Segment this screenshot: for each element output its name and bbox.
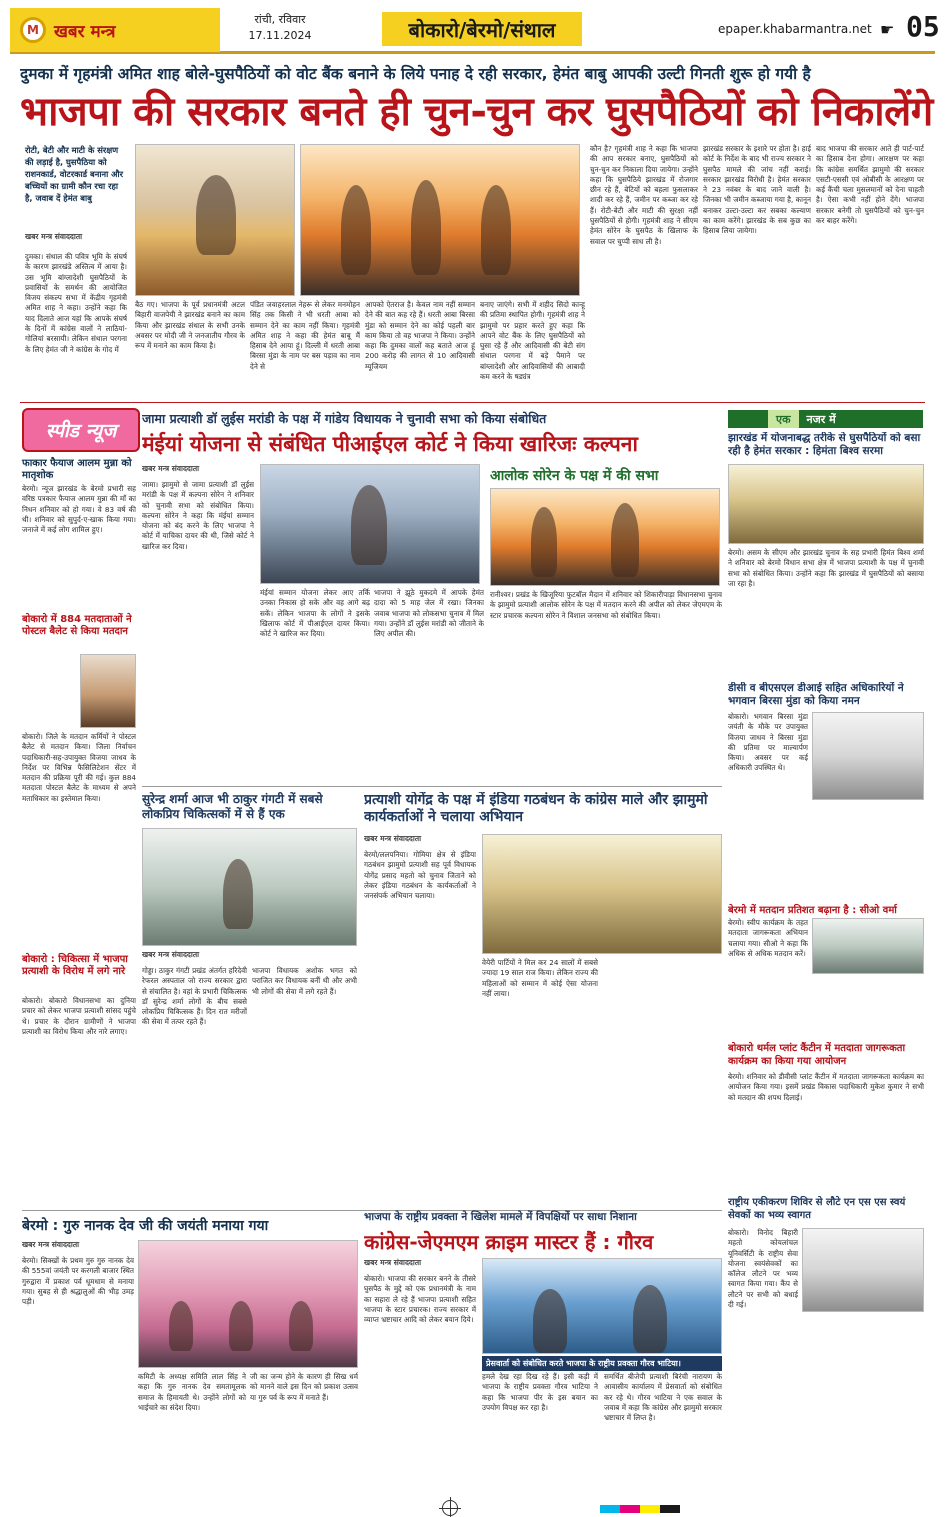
surendra-column-2: भाजपा विधायक अशोक भगत को पराजित कर विधायक बनीं थी और अभी भी लोगों की सेवा में लगे रहते हैं। [252,966,357,996]
kalpana-headline: मंईयां योजना से संबंधित पीआईएल कोर्ट ने किया खारिजः कल्पना [142,432,638,456]
dateline [230,12,330,44]
awareness-event-photo [812,918,924,974]
lead-column-2: बैठ गए। भाजपा के पूर्व प्रधानमंत्री अटल बिहारी वाजपेयी ने झारखंड बनाने का काम किया और झारखंड संथाल के सभी उनके अवसर पर मोदी जी ने जनजातीय गौरव के रूप में मनाने का काम किया है। [135,300,245,351]
lead-byline: खबर मन्त्र संवाददाता [25,232,83,241]
nss-body: बोकारो। विनोद बिहारी महतो कोयलांचल यूनिवर्सिटी के राष्ट्रीय सेवा योजना स्वयंसेवकों का कॉलेज लौटने पर भव्य स्वागत किया गया। कैंप से लौटने पर सभी को बधाई दी गई। [728,1228,798,1310]
voting-percent-body: बेरमो। स्वीप कार्यक्रम के तहत मतदाता जागरूकता अभियान चलाया गया। सीओ ने कहा कि अधिक से अधिक मतदान करें। [728,918,808,958]
guru-nanak-byline: खबर मन्त्र संवाददाता [22,1240,80,1249]
gaurav-column-3: समर्थित बीजेपी प्रत्याशी बिरंची नारायण के आवासीय कार्यालय में प्रेसवार्ता को संबोधित कर रहे थे। गौरव भाटिया ने एक सवाल के जवाब में कहा कि कांग्रेस और झामुमो सरकार भ्रष्टाचार में लिप्त है। [604,1372,722,1423]
yogendra-column-2: वेयेरी पार्टियों ने मिल कर 24 सालों में सबसे ज्यादा 19 साल राज किया। लेकिन राज्य की महिलाओं को सम्मान में कोई ऐसा योजना नहीं लाया। [482,958,598,998]
birsa-tribute-photo [812,712,924,800]
nss-headline: राष्ट्रीय एकीकरण शिविर से लौटे एन एस एस स्वयं सेवकों का भव्य स्वागत [728,1197,906,1221]
color-bar-magenta [620,1505,640,1513]
surendra-column-1: गोड्डा। ठाकुर गंगटी प्रखंड अंतर्गत हरिदेवी रेफरल अस्पताल जो राज्य सरकार द्वारा से संचालित है। वहां के प्रभारी चिकित्सक डॉ सुरेन्द्र शर्मा लोगों के बीच सबसे लोकप्रिय चिकित्सक हैं। दिन रात मरीजों की सेवा में तत्पर रहते हैं। [142,966,247,1027]
section-title: बोकारो/बेरमो/संथाल [382,12,582,46]
masthead [10,8,940,54]
canteen-body: बेरमो। शनिवार को डीवीसी प्लांट कैंटीन में मतदाता जागरूकता कार्यक्रम का आयोजन किया गया। इसमें प्रखंड विकास पदाधिकारी मुकेश कुमार ने सभी को मतदान की शपथ दिलाई। [728,1072,924,1102]
pointer-icon: ☛ [880,20,895,39]
press-photo-caption: प्रेसवार्ता को संबोधित करते भाजपा के राष्ट्रीय प्रवक्ता गौरव भाटिया। [482,1356,722,1371]
guru-nanak-column-2: कमिटी के अध्यक्ष समिति लाल सिंह ने कहा कि गुरु नानक देव समतामूलक समाज के हिमायती थे। उन्होंने लोगों को भाईचारे का संदेश दिया। [138,1372,246,1412]
amit-shah-rally-photo [135,144,295,296]
tab-nazar-label: नजर में [806,412,836,426]
registration-mark-icon [442,1500,458,1516]
kalpana-rally-photo [260,464,480,584]
epaper-url[interactable]: epaper.khabarmantra.net [718,22,872,36]
canteen-headline: बोकारो थर्मल प्लांट कैंटीन में मतदाता जागरूकता कार्यक्रम का किया गया आयोजन [728,1043,906,1067]
guru-nanak-column-3: जी का जन्म होने के कारण ही सिख धर्म को मानने वाले इस दिन को प्रकाश उत्सव या गुरु पर्व के रूप में मनाते हैं। [250,1372,358,1402]
mid-divider [142,786,722,787]
logo-block [10,8,220,52]
alok-soren-rally-photo [490,488,720,586]
gaurav-column-1: बोकारो। भाजपा की सरकार बनने के तीसरे घुसपैठ के मुद्दे को एक प्रधानमंत्री के नाम का सहारा ले रहे हैं भाजपा प्रत्याशी सहित भाजपा के स्टार प्रचारक। राज्य सरकार में व्याप्त भ्रष्टाचार आदि को लेकर बयान दिये। [364,1274,476,1325]
speed-news-head-2: बोकारो में 884 मतदाताओं ने पोस्टल बैलेट से किया मतदान [22,614,132,637]
lead-column-4: आपको ऐतराज है। केवल नाम नहीं सम्मान देने की बात कह रहे हैं। धरती आबा बिरसा मुंडा को सम्मान देने का कोई पहली बार काम किया तो वह भाजपा ने किया। उन्होंने कहा कि दुमका वालों कह बताते आज हूं 200 करोड़ की लागत से 10 आदिवासी म्यूजियम [365,300,475,371]
pull-quote: रोटी, बेटी और माटी के संरक्षण की लड़ाई है, घुसपैठिया को राशनकार्ड, वोटरकार्ड बनाना और बच्चियों का ग्रामी कौन रचा रहा है, जवाब दें हेमंत बाबु [25,145,123,203]
yogendra-byline: खबर मन्त्र संवाददाता [364,834,422,843]
himanta-rally-photo [728,464,924,544]
tab-ek-label: एक [768,410,799,428]
gaurav-column-2: हमले देख रहा दिख रहे हैं। इसी कड़ी में भाजपा के राष्ट्रीय प्रवक्ता गौरव भाटिया ने कहा कि भाजपा पीर के इस बयान का उपयोग विपक्ष कर रहा है। [482,1372,598,1412]
gaurav-byline: खबर मन्त्र संवाददाता [364,1258,422,1267]
campaign-photo [482,834,722,954]
logo-text: खबर मन्त्र [54,21,116,42]
yogendra-headline: प्रत्याशी योगेंद्र के पक्ष में इंडिया गठबंधन के कांग्रेस माले और झामुमो कार्यकर्ताओं ने चलाया अभियान [364,792,708,825]
himanta-body: बेरमो। असम के सीएम और झारखंड चुनाव के सह प्रभारी हिमंत बिश्व शर्मा ने शनिवार को बेरमो विधान सभा क्षेत्र में भाजपा प्रत्याशी के पक्ष में चुनावी सभा को संबोधित किया। उन्होंने कहा कि झारखंड में घुसपैठियों को बसाया जा रहा है। [728,548,924,588]
page-number: 05 [906,10,940,43]
speed-news-head-3: बोकारो : चिकित्सा में भाजपा प्रत्याशी के विरोध में लगे नारे [22,954,128,977]
color-bar-black [660,1505,680,1513]
gaurav-headline: कांग्रेस-जेएमएम क्राइम मास्टर हैं : गौरव [364,1230,654,1254]
guru-nanak-headline: बेरमो : गुरु नानक देव जी की जयंती मनाया गया [22,1218,269,1234]
lead-column-3: पंडित जवाहरलाल नेहरू से लेकर मनमोहन सिंह तक किसी ने भी धरती आबा को सम्मान देने का काम नहीं किया। गृहमंत्री अमित शाह ने कहा की हेमंत बाबू मैं हिसाब देने आया हूं। दिल्ली में धरती आबा बिरसा मुंडा के नाम पर बस पड़ाव का नाम देने से [250,300,360,371]
clinic-photo [142,828,357,946]
speed-news-body-3: बोकारो। बोकारो विधानसभा का दुनिया प्रचार को लेकर भाजपा प्रत्याशी सांसद पहुंचे थे। प्रचार के दौरान ग्रामीणों ने भाजपा प्रत्याशी का विरोध किया और नारे लगाए। [22,996,136,1036]
logo-icon: M [20,17,46,43]
kalpana-column-2: मंईयां सम्मान योजना लेकर आए तर्कि उनका निकास हो सके और वह आगे बढ़ सकें। लेकिन भाजपा के लोगों ने इसके खिलाफ कोर्ट में पीआईएल दायर किया। कोर्ट ने खारिज कर दिया। [260,588,370,639]
voter-portrait-photo [80,654,136,728]
alok-soren-subhead: आलोक सोरेन के पक्ष में की सभा [490,468,659,484]
nss-body-cont [728,1316,924,1490]
city-day: रांची, रविवार [254,13,306,26]
nss-welcome-photo [802,1228,924,1312]
lead-divider [20,402,925,403]
speed-news-body-2a [22,654,76,728]
yogendra-column-1: बेरमो/ललपनिया। गोमिया क्षेत्र से इंडिया गठबंधन झामुमो प्रत्याशी सह पूर्व विधायक योगेंद्र प्रसाद महतो को चुनाव जिताने को लेकर इंडिया गठबंधन के कार्यकर्ताओं ने जनसंपर्क अभियान चलाया। [364,850,476,901]
color-bar-cyan [600,1505,620,1513]
kalpana-byline: खबर मन्त्र संवाददाता [142,464,200,473]
alok-soren-body: रानीश्वर। प्रखंड के खिजूरिया फुटबॉल मैदान में शनिवार को शिकारीपाड़ा विधानसभा चुनाव के झामुमो प्रत्याशी आलोक सोरेन के पक्ष में मतदान करने की अपील को लेकर जेएमएम के स्टार प्रचारक कल्पना सोरेन ने विशाल जनसभा को संबोधित किया। [490,590,722,620]
lead-column-6: कौन है? गृहमंत्री शाह ने कहा कि भाजपा की आप सरकार बनाए, घुसपैठियों को चुन-चुन कर निकाला दिया जायेगा। उन्होंने कहा कि घुसपैठिये झारखंड में रोजगार छीन रहे हैं, बेटियों को बहला फुसलाकर शादी कर रहे हैं, जमीन पर कब्जा कर रहे हैं। रोटी-बेटी और माटी की सुरक्षा नहीं घुसपैठियों से होगी। गृहमंत्री शाह ने सीएम हेमंत सोरेन के घुसपैठ के खिलाफ के सवाल पर चुप्पी साध ली है। [590,144,698,246]
guru-nanak-column-1: बेरमो। सिक्खों के प्रथम गुरु गुरु नानक देव की 555वां जयंती पर करगली बाजार स्थित गुरुद्वारा में प्रकाश पर्व धूमधाम से मनाया गया। सुबह से ही श्रद्धालुओं की भीड़ उमड़ पड़ी। [22,1256,134,1307]
birsa-body: बोकारो। भगवान बिरसा मुंडा जयंती के मौके पर उपायुक्त विजया जाधव ने बिरसा मुंडा की प्रतिमा पर माल्यार्पण किया। अवसर पर कई अधिकारी उपस्थित थे। [728,712,808,773]
kalpana-column-3: भाजपा ने झूठे मुकदमे में आपके हेमंत दादा को 5 माह जेल में रखा। जिनका जवाब भाजपा को लोकसभा चुनाव में मिल गया। उन्होंने डॉ लुईस मरांडी को जीताने के लिए अपील की। [374,588,484,639]
yogendra-column-3 [604,958,722,1204]
press-conference-photo [482,1258,722,1354]
speed-news-badge: स्पीड न्यूज [22,408,140,452]
speed-news-body-1: बेरमो। न्यूज झारखंड के बेरमो प्रभारी सह वरिष्ठ पत्रकार फैयाज आलम मुन्ना की माँ का निधन शनिवार को हो गया। वे 83 वर्ष की थी। शनिवार को सुपुर्द-ए-खाक किया गया। जनाजे में कई लोग शामिल हुए। [22,484,136,535]
kalpana-column-1: जामा। झामुमो से जामा प्रत्याशी डॉ लुईस मरांडी के पक्ष में कल्पना सोरेन ने शनिवार को चुनावी सभा को संबोधित किया। कल्पना सोरेन ने कहा कि मंईयां सम्मान योजना को बंद करने के लिए भाजपा ने कोर्ट में याचिका दायर की थी, जिसे कोर्ट ने खारिज कर दिया। [142,480,254,551]
himanta-headline: झारखंड में योजनाबद्ध तरीके से घुसपैठियों को बसा रही है हेमंत सरकार : हिमंता बिश्व सरमा [728,432,921,457]
lead-column-8: बाद भाजपा की सरकार आते ही पार्ट-पार्ट का हिसाब देना होगा। आरक्षण पर कहा कि कांग्रेस समर्थित झामुमो की सरकार एसटी-एससी एवं ओबीसी के आरक्षण पर कई कैंची चला मुसलमानों को देना चाहती है। ऐसा कभी नहीं होने देंगे। भाजपा सरकार बनेगी तो घुसपैठियों को चुन-चुन कर बाहर करेंगे। [816,144,924,226]
lead-column-1: दुमका। संथाल की पवित्र भूमि के संघर्ष के कारण झारखंडे अस्तित्व में आया है। उस भूमि बांग्लादेशी घुसपैठियों के प्रवासियों के समर्थन की आयोजित विजय संकल्प सभा में केंद्रीय गृहमंत्री अमित शाह ने कहा। उन्होंने कहा कि याद दिलाते आज यहां कि आपके संघर्ष के दिनों में कांग्रेस वालों ने लाठियां-गोलियां बरसायी। लेकिन संथाल परगना के लिए हेमंत जी ने कांग्रेस के गोद में [25,252,127,354]
surendra-headline: सुरेन्द्र शर्मा आज भी ठाकुर गंगटी में सबसे लोकप्रिय चिकित्सकों में से हैं एक [142,792,323,821]
birsa-body-cont [728,804,924,898]
gaurav-kicker: भाजपा के राष्ट्रीय प्रवक्ता ने खिलेश मामले में विपक्षियों पर साधा निशाना [364,1211,637,1223]
lead-headline: भाजपा की सरकार बनते ही चुन-चुन कर घुसपैठियों को निकालेंगे [20,89,933,135]
kalpana-kicker: जामा प्रत्याशी डॉ लुईस मरांडी के पक्ष में गांडेय विधायक ने चुनावी सभा को किया संबोधित [142,411,547,426]
voting-percent-headline: बेरमो में मतदान प्रतिशत बढ़ाना है : सीओ वर्मा [728,905,897,916]
voting-percent-body-cont [728,978,924,1038]
lead-column-7: झारखंड सरकार के इशारे पर होता है। हाई कोर्ट के निर्देश के बाद भी राज्य सरकार ने घुसपैठ मामले की जांच नहीं कराई। सरकार झारखंड विरोधी है। हेमंत सरकार ने 23 नवंबर के बाद जाने वाली है। जिनका भी जमीन कब्जाया गया है, कानून बनाकर उल्टा-उल्टा कर सबका कल्याण का काम करेंगे। झारखंड के सब कुछ का हिसाब लिया जायेगा। [703,144,811,236]
surendra-byline: खबर मन्त्र संवाददाता [142,950,200,959]
color-bar-yellow [640,1505,660,1513]
lead-kicker: दुमका में गृहमंत्री अमित शाह बोले-घुसपैठियों को वोट बैंक बनाने के लिये पनाह दे रही सरकार, हेमंत बाबु आपकी उल्टी गिनती शुरू हो गयी है [20,65,811,83]
gurudwara-photo [138,1240,358,1368]
date: 17.11.2024 [248,29,312,42]
birsa-headline: डीसी व बीएसएल डीआई सहित अधिकारियों ने भगवान बिरसा मुंडा को किया नमन [728,682,904,707]
stage-leaders-photo [300,144,580,296]
speed-news-head-1: फाकार फैयाज आलम मुन्ना को मातृशोक [22,458,132,481]
ek-nazar-tab [728,410,923,428]
speed-news-body-2: बोकारो। जिले के मतदान कर्मियों ने पोस्टल बैलेट से मतदान किया। जिला निर्वाचन पदाधिकारी-सह-उपायुक्त विजया जाधव के निर्देश पर विभिन्न फैसिलिटेशन सेंटर में मतदान की प्रक्रिया पूरी की गई। कुल 884 मतदाता पोस्टल बैलेट के माध्यम से अपने मताधिकार का इस्तेमाल किया। [22,732,136,803]
lead-column-5: बनाए जाएंगे। सभी में शहीद सिदो कान्हू की प्रतिमा स्थापित होगी। गृहमंत्री शाह ने झामुमो पर प्रहार करते हुए कहा कि आपने वोट बैंक के लिए घुसपैठियों को घुसा रहे हैं और आदिवासी की बेटी संग संथाल परगना में बड़े पैमाने पर बांग्लादेशी और आदिवासियों की आबादी कम करने के षड्यंत्र [480,300,585,382]
